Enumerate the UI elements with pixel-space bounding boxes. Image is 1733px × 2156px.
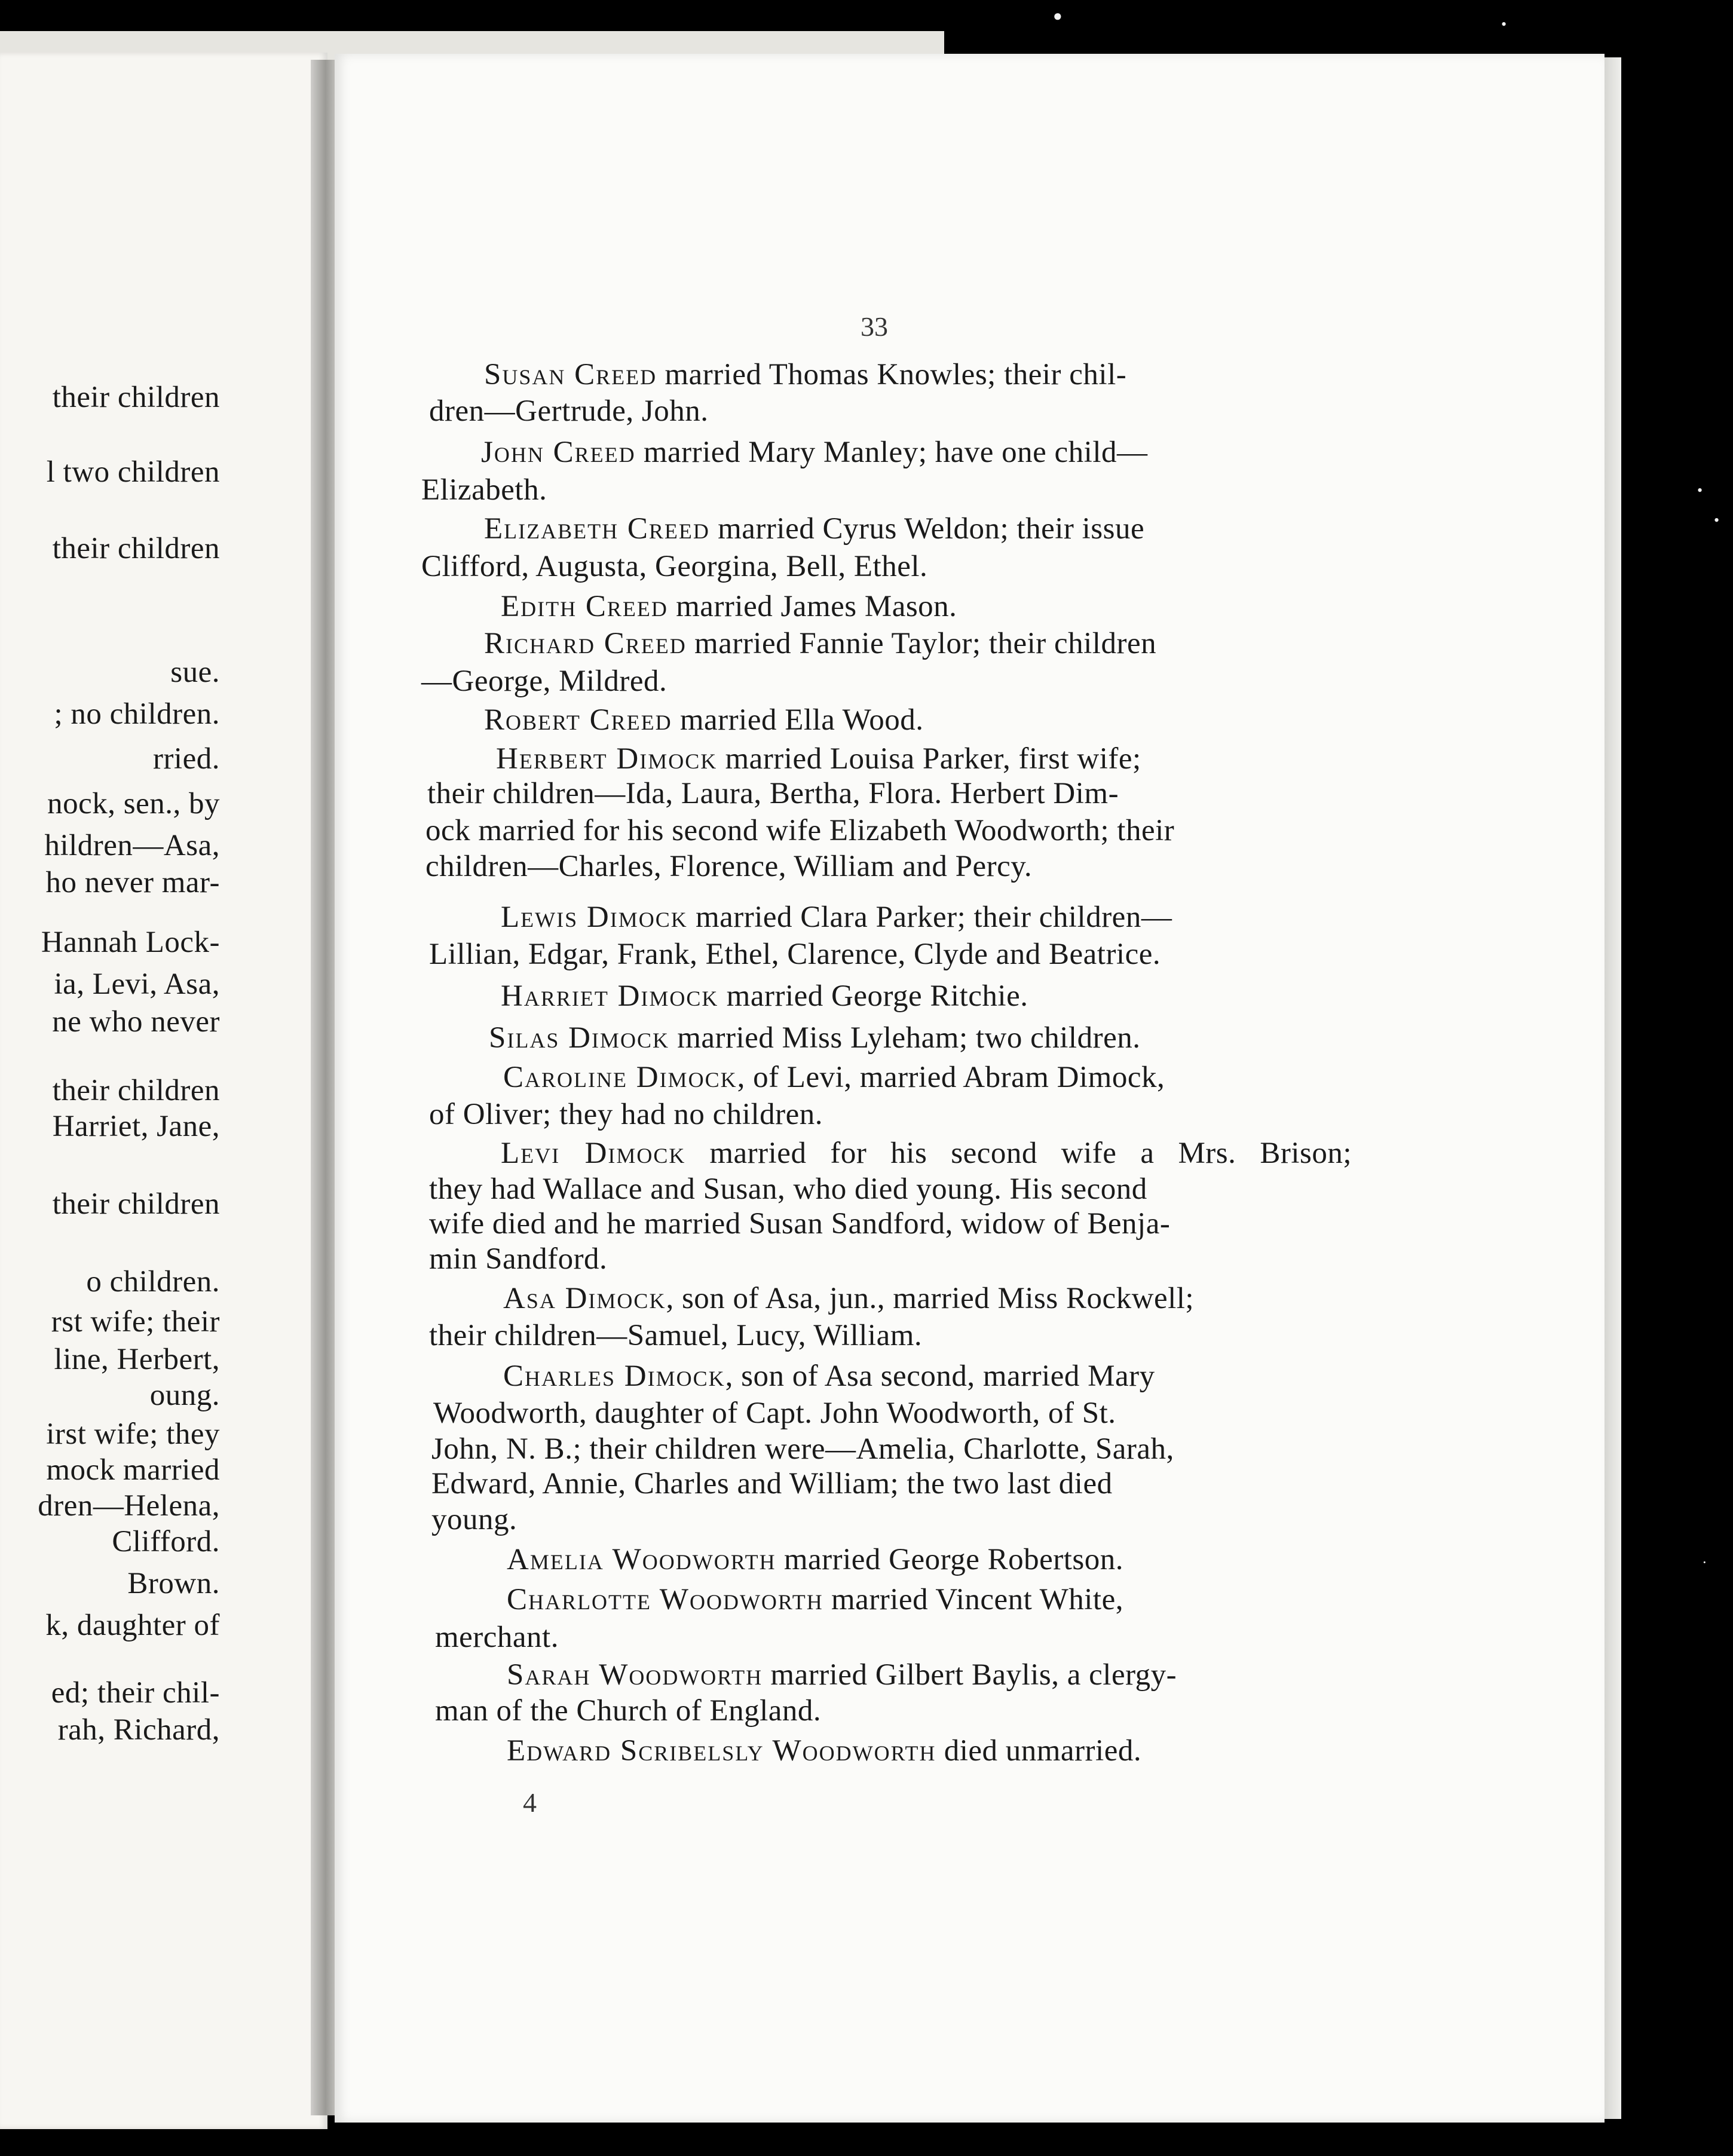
left-page-line: Harriet, Jane, xyxy=(52,1110,220,1143)
person-name: Charlotte Woodworth xyxy=(507,1583,823,1616)
entry-text: their children—Samuel, Lucy, William. xyxy=(429,1319,923,1352)
entry-text: —George, Mildred. xyxy=(421,664,668,698)
person-name: Lewis Dimock xyxy=(501,901,688,934)
left-page-line: their children xyxy=(52,1187,220,1221)
entry-text: married Mary Manley; have one child— xyxy=(635,436,1148,469)
entry-text: married Vincent White, xyxy=(823,1583,1123,1616)
entry-text: married Louisa Parker, first wife; xyxy=(717,742,1141,776)
person-name: Herbert Dimock xyxy=(496,742,718,776)
entry-continuation-line xyxy=(431,1469,1113,1499)
left-page-line: sue. xyxy=(170,656,220,689)
entry-first-line xyxy=(507,1736,1141,1766)
left-page-line: rah, Richard, xyxy=(57,1713,220,1747)
person-name: Charles Dimock xyxy=(503,1359,725,1393)
entry-first-line xyxy=(489,1023,1140,1054)
left-page-line: ; no children. xyxy=(54,697,220,731)
entry-text: married George Ritchie. xyxy=(718,979,1028,1013)
person-name: Edith Creed xyxy=(501,590,668,623)
entry-first-line xyxy=(501,1138,1352,1169)
left-page-line: Clifford. xyxy=(112,1525,220,1558)
entry-first-line xyxy=(507,1585,1123,1615)
entry-first-line xyxy=(481,437,1148,468)
dust-speck: • xyxy=(1697,482,1703,499)
person-name: Harriet Dimock xyxy=(501,979,719,1013)
entry-text: children—Charles, Florence, William and Percy. xyxy=(425,850,1033,883)
person-name: Richard Creed xyxy=(484,627,687,660)
person-name: Elizabeth Creed xyxy=(484,512,710,546)
entry-first-line xyxy=(496,744,1141,774)
entry-continuation-line xyxy=(429,939,1161,970)
page-edge xyxy=(1605,57,1621,2119)
book-gutter xyxy=(311,60,338,2115)
entry-text: married George Robertson. xyxy=(776,1543,1123,1576)
left-page-line: ho never mar- xyxy=(45,866,220,899)
entry-continuation-line xyxy=(429,396,708,427)
entry-continuation-line xyxy=(429,1244,607,1275)
left-page-line: dren—Helena, xyxy=(38,1489,220,1523)
entry-text: Woodworth, daughter of Capt. John Woodworth, of St. xyxy=(433,1396,1116,1430)
left-page-line: k, daughter of xyxy=(45,1609,220,1642)
entry-text: man of the Church of England. xyxy=(435,1694,822,1728)
entry-text: Clifford, Augusta, Georgina, Bell, Ethel. xyxy=(421,550,928,583)
dust-speck: · xyxy=(1702,1554,1707,1571)
entry-first-line xyxy=(484,629,1156,659)
left-page-line: their children xyxy=(52,1074,220,1107)
person-name: Robert Creed xyxy=(484,703,672,737)
person-name: Edward Scribelsly Woodworth xyxy=(507,1734,936,1768)
left-page-line: ne who never xyxy=(52,1005,220,1039)
entry-continuation-line xyxy=(421,666,667,697)
entry-first-line xyxy=(501,592,957,622)
entry-first-line xyxy=(501,902,1172,933)
entry-text: married Thomas Knowles; their chil- xyxy=(657,358,1127,391)
entry-first-line xyxy=(503,1284,1194,1314)
entry-continuation-line xyxy=(429,1174,1147,1205)
entry-text: Edward, Annie, Charles and William; the two last died xyxy=(431,1467,1113,1500)
entry-text: , of Levi, married Abram Dimock, xyxy=(737,1061,1165,1094)
left-page-line: mock married xyxy=(46,1453,220,1487)
left-page-line: irst wife; they xyxy=(46,1417,220,1451)
dust-speck: • xyxy=(1501,16,1507,33)
person-name: Amelia Woodworth xyxy=(507,1543,776,1576)
left-page-line: o children. xyxy=(86,1265,220,1298)
left-page-line: hildren—Asa, xyxy=(44,829,220,862)
entry-text: their children—Ida, Laura, Bertha, Flora. Herbert Dim- xyxy=(427,777,1119,810)
entry-text: young. xyxy=(431,1503,518,1536)
dust-speck: • xyxy=(1714,512,1720,529)
entry-continuation-line xyxy=(425,852,1032,882)
entry-text: John, N. B.; their children were—Amelia, Charlotte, Sarah, xyxy=(431,1432,1174,1466)
entry-text: ock married for his second wife Elizabeth Woodworth; their xyxy=(425,814,1175,847)
entry-text: married Fannie Taylor; their children xyxy=(686,627,1157,660)
left-page-line: nock, sen., by xyxy=(47,787,220,820)
person-name: Silas Dimock xyxy=(489,1021,669,1055)
person-name: Asa Dimock xyxy=(503,1282,666,1315)
person-name: Levi Dimock xyxy=(501,1137,686,1170)
entry-continuation-line xyxy=(427,779,1119,809)
left-page-line: ed; their chil- xyxy=(51,1676,220,1710)
entry-text: Elizabeth. xyxy=(421,473,547,507)
left-page-line: l two children xyxy=(46,455,220,489)
person-name: Caroline Dimock xyxy=(503,1061,737,1094)
left-page-line: line, Herbert, xyxy=(54,1343,220,1376)
dust-speck: ● xyxy=(1053,7,1063,24)
entry-text: married for his second wife a Mrs. Brison; xyxy=(685,1137,1352,1170)
entry-first-line xyxy=(503,1062,1165,1093)
entry-text: Lillian, Edgar, Frank, Ethel, Clarence, Clyde and Beatrice. xyxy=(429,938,1161,971)
entry-continuation-line xyxy=(435,1622,559,1653)
entry-continuation-line xyxy=(429,1100,823,1130)
entry-continuation-line xyxy=(431,1505,517,1535)
left-page-line: their children xyxy=(52,532,220,565)
left-page-line: rst wife; their xyxy=(51,1305,220,1339)
person-name: Sarah Woodworth xyxy=(507,1658,763,1692)
entry-continuation-line xyxy=(429,1321,922,1351)
entry-first-line xyxy=(484,514,1144,544)
entry-continuation-line xyxy=(435,1696,821,1726)
entry-continuation-line xyxy=(431,1434,1174,1465)
entry-continuation-line xyxy=(425,816,1174,846)
left-page-line: Hannah Lock- xyxy=(41,926,220,959)
left-page-line: oung. xyxy=(149,1379,220,1412)
entry-first-line xyxy=(484,360,1126,390)
entry-text: min Sandford. xyxy=(429,1242,608,1276)
entry-text: married Clara Parker; their children— xyxy=(687,901,1172,934)
entry-continuation-line xyxy=(433,1398,1116,1429)
entry-text: of Oliver; they had no children. xyxy=(429,1098,823,1131)
entry-first-line xyxy=(501,981,1028,1012)
entry-first-line xyxy=(484,705,923,736)
entry-continuation-line xyxy=(429,1209,1170,1239)
entry-text: dren—Gertrude, John. xyxy=(429,394,709,428)
entry-text: died unmarried. xyxy=(936,1734,1142,1768)
person-name: Susan Creed xyxy=(484,358,657,391)
entry-first-line xyxy=(507,1545,1123,1575)
entry-text: , son of Asa, jun., married Miss Rockwell; xyxy=(666,1282,1195,1315)
entry-text: merchant. xyxy=(435,1621,559,1654)
entry-text: wife died and he married Susan Sandford, widow of Benja- xyxy=(429,1207,1171,1241)
entry-text: married Miss Lyleham; two children. xyxy=(669,1021,1141,1055)
entry-first-line xyxy=(507,1660,1177,1690)
page-number: 33 xyxy=(861,311,888,342)
left-page-line: rried. xyxy=(152,742,220,776)
entry-text: they had Wallace and Susan, who died young. His second xyxy=(429,1172,1147,1206)
entry-first-line xyxy=(503,1361,1155,1392)
entry-text: married Gilbert Baylis, a clergy- xyxy=(763,1658,1177,1692)
left-page-line: ia, Levi, Asa, xyxy=(54,967,220,1001)
entry-text: married Ella Wood. xyxy=(672,703,924,737)
entry-continuation-line xyxy=(421,475,547,506)
left-page-line: Brown. xyxy=(127,1567,220,1600)
entry-text: married James Mason. xyxy=(668,590,957,623)
signature-mark: 4 xyxy=(523,1787,537,1818)
left-page-line: their children xyxy=(52,381,220,414)
entry-text: married Cyrus Weldon; their issue xyxy=(709,512,1145,546)
entry-continuation-line xyxy=(421,552,927,582)
person-name: John Creed xyxy=(481,436,636,469)
entry-text: , son of Asa second, married Mary xyxy=(725,1359,1155,1393)
